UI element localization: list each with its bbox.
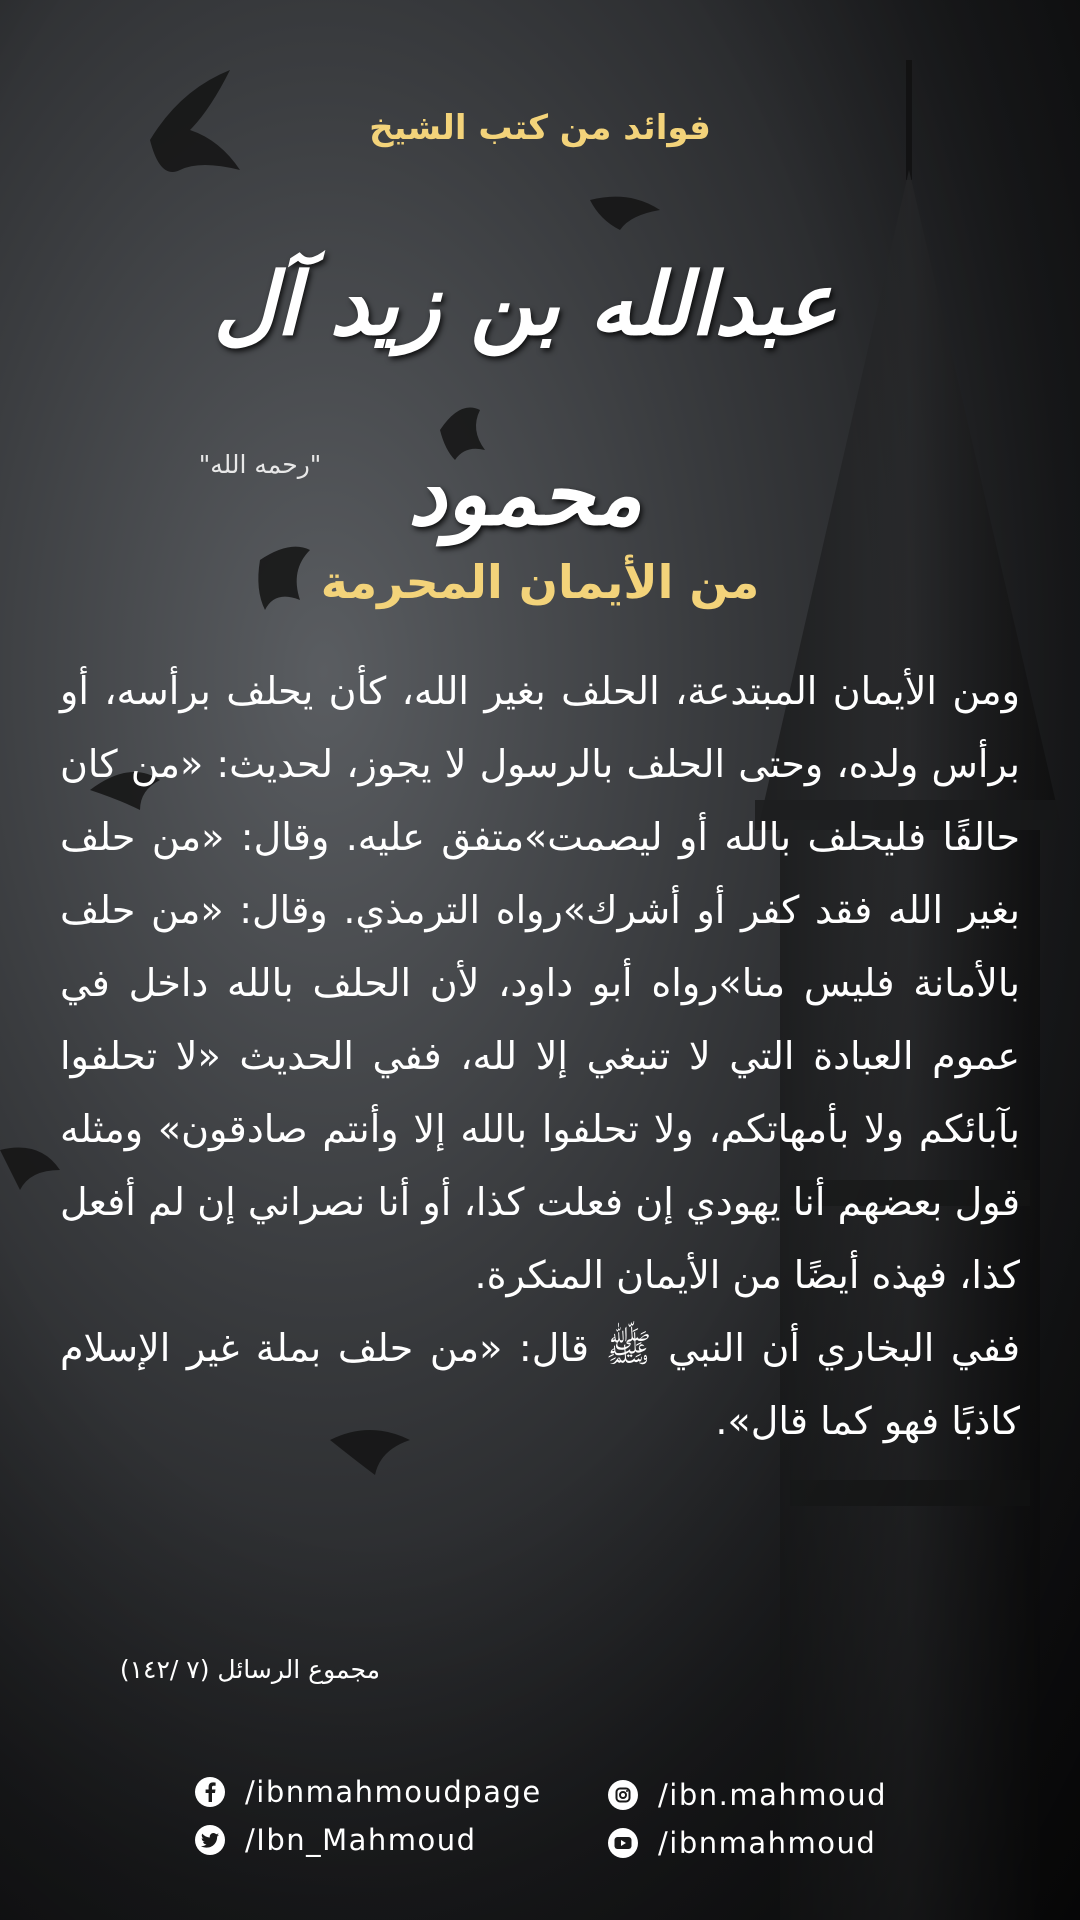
instagram-handle: /ibn.mahmoud: [658, 1778, 888, 1812]
source-citation: مجموع الرسائل (٧ /١٤٢): [119, 1655, 380, 1684]
youtube-icon: [608, 1828, 638, 1858]
youtube-handle: /ibnmahmoud: [658, 1826, 877, 1860]
facebook-link[interactable]: [195, 1772, 542, 1812]
series-subtitle: فوائد من كتب الشيخ: [369, 108, 711, 148]
article-title: من الأيمان المحرمة: [320, 555, 760, 609]
facebook-handle: /ibnmahmoudpage: [245, 1775, 542, 1809]
author-name-calligraphy: عبدالله بن زيد آل محمود: [213, 254, 837, 545]
social-links: [0, 1772, 1080, 1882]
article-body: [60, 655, 1020, 1458]
twitter-handle: /Ibn_Mahmoud: [245, 1823, 477, 1857]
article-paragraph-1: ومن الأيمان المبتدعة، الحلف بغير الله، كأن يحلف برأسه، أو برأس ولده، وحتى الحلف بالرسول لا يجوز، لحديث: «من كان حالفًا فليحلف بالله أو ليصمت»متفق عليه. وقال: «من حلف بغير الله فقد كفر أو أشرك»رواه الترمذي. وقال: «من حلف بالأمانة فليس منا»رواه أبو داود، لأن الحلف بالله داخل في عموم العبادة التي لا تنبغي إلا لله، ففي الحديث «لا تحلفوا بآبائكم ولا بأمهاتكم، ولا تحلفوا بالله إلا وأنتم صادقون» ومثله قول بعضهم أنا يهودي إن فعلت كذا، أو أنا نصراني إن لم أفعل كذا، فهذه أيضًا من الأيمان المنكرة.: [60, 669, 1020, 1297]
instagram-link[interactable]: [608, 1775, 887, 1815]
instagram-icon: [608, 1780, 638, 1810]
article-paragraph-2: ففي البخاري أن النبي ﷺ قال: «من حلف بملة غير الإسلام كاذبًا فهو كما قال».: [60, 1326, 1020, 1443]
facebook-icon: [195, 1777, 225, 1807]
twitter-link[interactable]: [195, 1820, 477, 1860]
blessing-text: "رحمه الله": [198, 450, 322, 479]
youtube-link[interactable]: [608, 1823, 876, 1863]
twitter-icon: [195, 1825, 225, 1855]
